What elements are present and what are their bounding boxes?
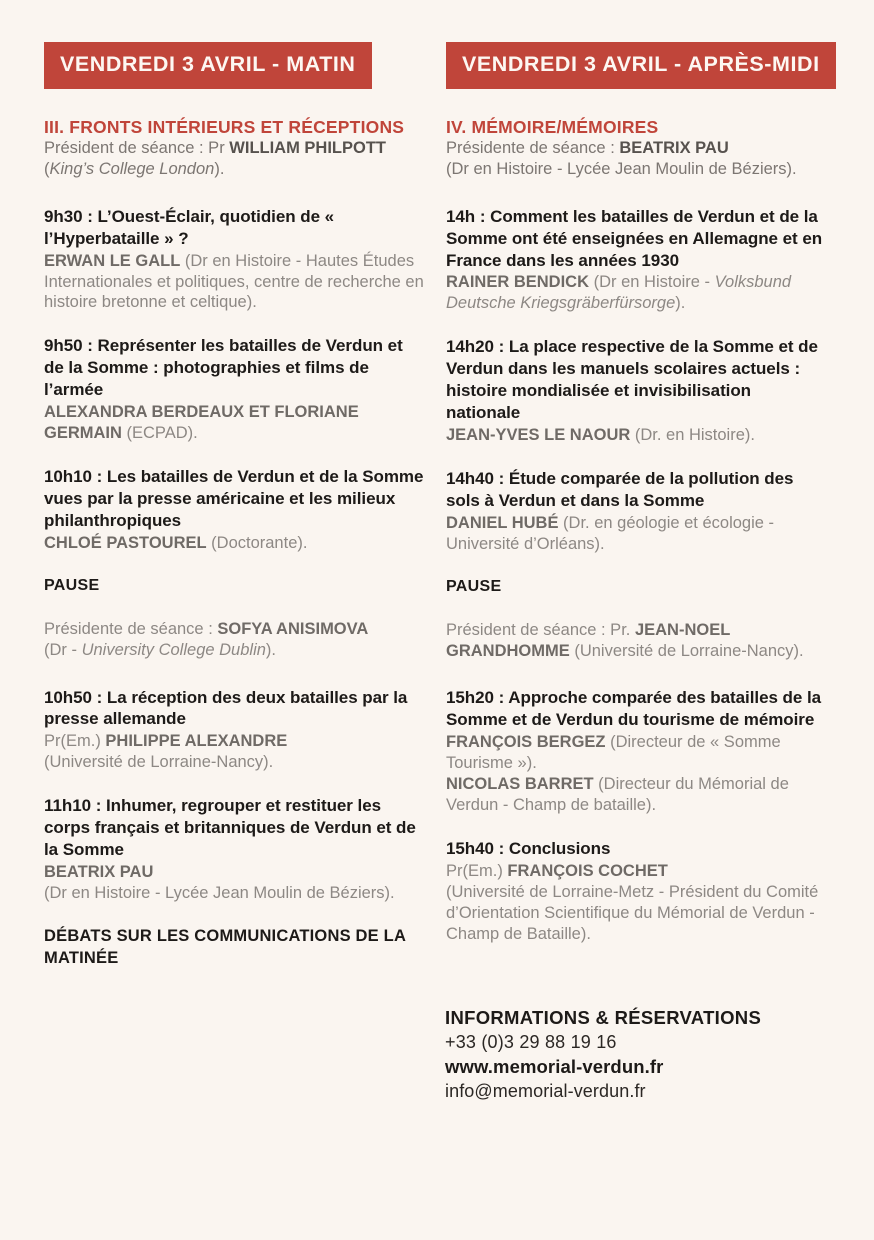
chair-affiliation-open: (Dr - [44, 640, 82, 659]
talk-speaker-line [446, 861, 828, 945]
talk-1420 [446, 336, 828, 446]
speaker-name: ALEXANDRA BERDEAUX ET FLORIANE GERMAIN [44, 403, 359, 443]
chair-affiliation-italic: University College Dublin [81, 640, 266, 659]
contact-phone: +33 (0)3 29 88 19 16 [445, 1032, 617, 1052]
contact-block [445, 1007, 845, 1102]
speaker-name: DANIEL HUBÉ [446, 513, 559, 532]
talk-title: 14h20 : La place respective de la Somme et de Verdun dans les manuels scolaires actuels : histoire mondialisée et invisibilisation nationale [446, 337, 818, 423]
chair-prefix: Président de séance : Pr. [446, 620, 635, 639]
contact-title: INFORMATIONS & RÉSERVATIONS [445, 1007, 762, 1028]
column-afternoon [446, 42, 828, 969]
talk-title: 15h40 : Conclusions [446, 839, 611, 859]
speaker-affiliation: (Université de Lorraine-Nancy). [44, 753, 274, 772]
session-chair-iii [44, 138, 426, 180]
talk-1440 [446, 468, 828, 555]
talk-speaker-line [446, 513, 828, 555]
talk-speaker-line [44, 862, 426, 904]
speaker-affiliation-post: ). [675, 294, 686, 313]
session-title-iii: III. FRONTS INTÉRIEURS ET RÉCEPTIONS [44, 116, 405, 137]
speaker-affiliation: (Directeur de « Somme Tourisme »). [446, 733, 781, 773]
talk-1540 [446, 838, 828, 945]
chair-name: SOFYA ANISIMOVA [217, 619, 369, 638]
talk-title: 11h10 : Inhumer, regrouper et restituer les corps français et britanniques de Verdun et de la Somme [44, 796, 416, 860]
talk-title: 10h50 : La réception des deux batailles par la presse allemande [44, 687, 408, 729]
pause-notice-afternoon: PAUSE [446, 577, 502, 595]
chair-prefix: Présidente de séance : [44, 619, 218, 638]
column-morning [44, 42, 426, 969]
talk-speaker-line [446, 732, 828, 816]
talk-speaker-line [44, 402, 426, 444]
speaker-affiliation-2: (Directeur du Mémorial de Verdun - Champ de bataille). [446, 775, 789, 815]
chair-affiliation: (Université de Lorraine-Nancy). [569, 641, 804, 660]
speaker-name: BEATRIX PAU [44, 863, 154, 882]
speaker-name: FRANÇOIS BERGEZ [446, 733, 606, 752]
talk-0950 [44, 335, 426, 444]
pause-notice-morning: PAUSE [44, 576, 100, 594]
talk-1520 [446, 687, 828, 816]
contact-website[interactable]: www.memorial-verdun.fr [445, 1056, 664, 1077]
speaker-affiliation: (Dr. en géologie et écologie - Université d’Orléans). [446, 513, 775, 553]
speaker-affiliation-pre: (Dr en Histoire - [589, 273, 715, 292]
talk-speaker-line [446, 425, 828, 446]
speaker-affiliation: (ECPAD). [121, 424, 198, 443]
speaker-name: CHLOÉ PASTOUREL [44, 533, 207, 552]
contact-email[interactable]: info@memorial-verdun.fr [445, 1081, 646, 1101]
day-band-afternoon: VENDREDI 3 AVRIL - APRÈS-MIDI [446, 42, 836, 89]
session-chair-iv [446, 138, 828, 180]
speaker-affiliation: (Dr. en Histoire). [630, 426, 755, 445]
talk-1010 [44, 466, 426, 554]
session-title-iv: IV. MÉMOIRE/MÉMOIRES [446, 116, 659, 137]
speaker-name: PHILIPPE ALEXANDRE [105, 732, 288, 751]
talk-14h [446, 206, 828, 315]
speaker-prefix: Pr(Em.) [446, 862, 508, 881]
speaker-affiliation: (Dr en Histoire - Lycée Jean Moulin de Béziers). [44, 883, 395, 902]
talk-1110 [44, 795, 426, 904]
chair-name: WILLIAM PHILPOTT [229, 139, 387, 158]
talk-title: 14h40 : Étude comparée de la pollution des sols à Verdun et dans la Somme [446, 469, 794, 510]
speaker-name: FRANÇOIS COCHET [507, 862, 668, 881]
talk-0930 [44, 206, 426, 314]
talk-speaker-line [446, 272, 828, 314]
chair-affiliation: (Dr en Histoire - Lycée Jean Moulin de Béziers). [446, 159, 797, 178]
talk-speaker-line [44, 533, 426, 554]
program-columns [0, 42, 874, 969]
chair-name: JEAN-NOEL GRANDHOMME [446, 620, 730, 660]
chair-affiliation-open: ( [44, 159, 50, 178]
speaker-name: RAINER BENDICK [446, 273, 590, 292]
speaker-name: JEAN-YVES LE NAOUR [446, 426, 631, 445]
speaker-affiliation-italic: Volksbund Deutsche Kriegsgräberfürsorge [446, 273, 792, 313]
debate-notice-morning: DÉBATS SUR LES COMMUNICATIONS DE LA MATINÉE [44, 926, 406, 967]
speaker-affiliation: (Doctorante). [206, 533, 308, 552]
speaker-name: ERWAN LE GALL [44, 251, 181, 270]
speaker-affiliation: (Dr en Histoire - Hautes Études Internationales et politiques, centre de recherche en histoire bretonne et celtique). [44, 251, 424, 312]
talk-title: 14h : Comment les batailles de Verdun et de la Somme ont été enseignées en Allemagne et en France dans les années 1930 [446, 206, 823, 270]
talk-1050 [44, 687, 426, 774]
chair-affiliation-italic: King’s College London [49, 159, 215, 178]
speaker-name-2: NICOLAS BARRET [446, 775, 594, 794]
talk-title: 9h50 : Représenter les batailles de Verdun et de la Somme : photographies et films de l’armée [44, 336, 403, 400]
chair-prefix: Président de séance : Pr [44, 139, 230, 158]
session-chair-second-morning [44, 619, 426, 661]
talk-speaker-line [44, 251, 426, 314]
talk-speaker-line [44, 731, 426, 773]
speaker-prefix: Pr(Em.) [44, 732, 106, 751]
chair-affiliation-close: ). [214, 159, 225, 178]
chair-prefix: Présidente de séance : [446, 139, 620, 158]
chair-name: BEATRIX PAU [619, 139, 729, 158]
talk-title: 9h30 : L’Ouest-Éclair, quotidien de « l’Hyperbataille » ? [44, 206, 335, 248]
day-band-morning: VENDREDI 3 AVRIL - MATIN [44, 42, 372, 89]
chair-affiliation-close: ). [265, 640, 276, 659]
speaker-affiliation: (Université de Lorraine-Metz - Président du Comité d’Orientation Scientifique du Mémorial de Verdun - Champ de Bataille). [446, 883, 819, 943]
talk-title: 15h20 : Approche comparée des batailles de la Somme et de Verdun du tourisme de mémoire [446, 688, 822, 730]
session-chair-second-afternoon [446, 620, 828, 662]
talk-title: 10h10 : Les batailles de Verdun et de la Somme vues par la presse américaine et les milieux philanthropiques [44, 467, 424, 530]
